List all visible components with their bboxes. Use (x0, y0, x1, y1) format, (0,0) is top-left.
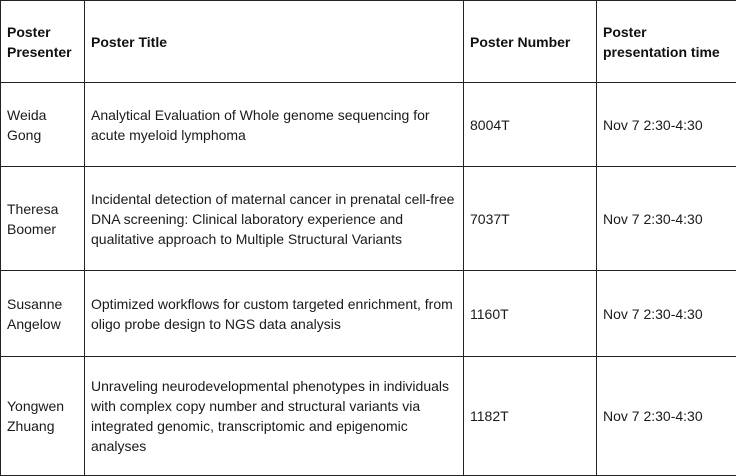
cell-presenter: Susanne Angelow (1, 271, 85, 357)
header-presentation-time: Poster presentation time (597, 1, 736, 83)
cell-number: 1182T (464, 357, 597, 476)
header-poster-number: Poster Number (464, 1, 597, 83)
cell-number: 8004T (464, 83, 597, 167)
cell-time: Nov 7 2:30-4:30 (597, 271, 736, 357)
header-row (1, 1, 736, 83)
cell-number: 7037T (464, 167, 597, 271)
table-row (1, 357, 736, 476)
table-header (1, 1, 736, 83)
cell-presenter: Theresa Boomer (1, 167, 85, 271)
cell-time: Nov 7 2:30-4:30 (597, 167, 736, 271)
table-row (1, 271, 736, 357)
cell-time: Nov 7 2:30-4:30 (597, 83, 736, 167)
cell-presenter: Yongwen Zhuang (1, 357, 85, 476)
cell-time: Nov 7 2:30-4:30 (597, 357, 736, 476)
cell-title: Unraveling neurodevelopmental phenotypes in individuals with complex copy number and structural variants via integrated genomic, transcriptomic and epigenomic analyses (85, 357, 464, 476)
cell-title: Analytical Evaluation of Whole genome sequencing for acute myeloid lymphoma (85, 83, 464, 167)
cell-presenter: Weida Gong (1, 83, 85, 167)
header-poster-presenter: Poster Presenter (1, 1, 85, 83)
table-row (1, 83, 736, 167)
cell-title: Optimized workflows for custom targeted enrichment, from oligo probe design to NGS data analysis (85, 271, 464, 357)
table-row (1, 167, 736, 271)
cell-number: 1160T (464, 271, 597, 357)
header-poster-title: Poster Title (85, 1, 464, 83)
table-body (1, 83, 736, 476)
cell-title: Incidental detection of maternal cancer in prenatal cell-free DNA screening: Clinical laboratory experience and qualitative approach to Multiple Structural Variants (85, 167, 464, 271)
